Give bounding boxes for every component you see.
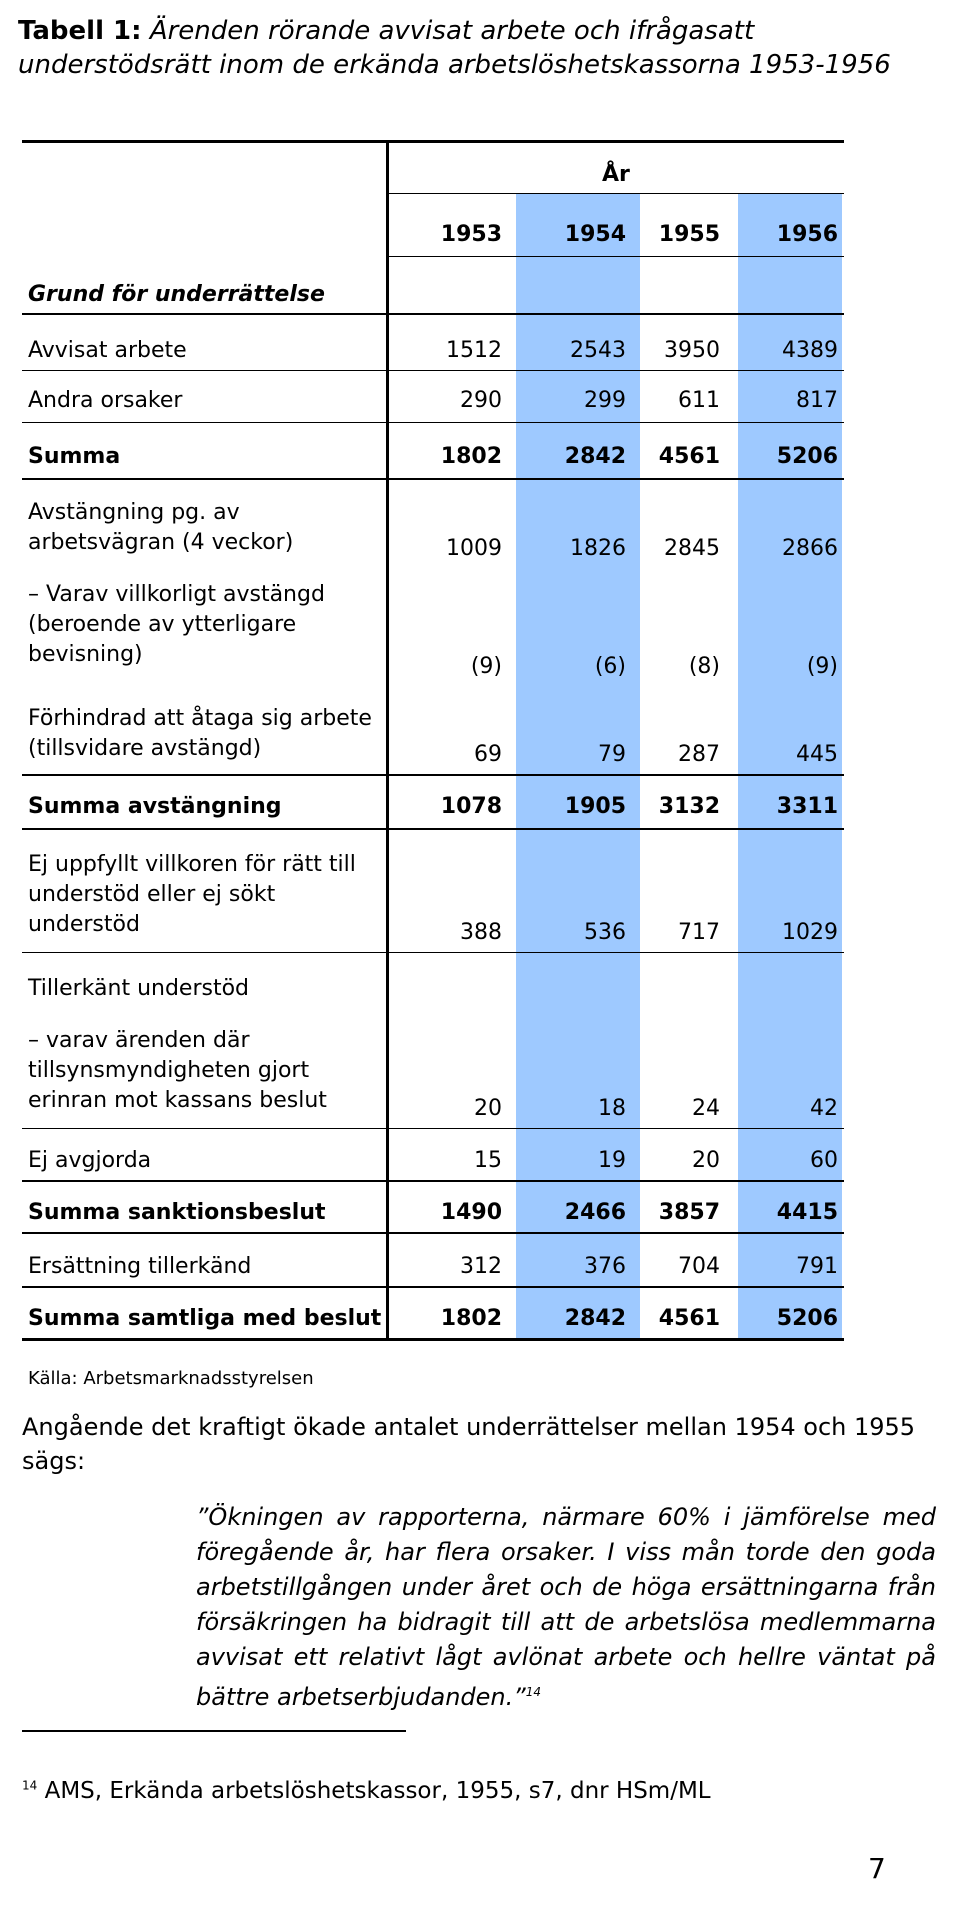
table-cell: 290 <box>460 388 502 413</box>
footnote-text: AMS, Erkända arbetslöshetskassor, 1955, s7, dnr HSm/ML <box>44 1778 711 1804</box>
table-cell: 18 <box>598 1096 626 1121</box>
row-rule <box>22 370 844 371</box>
row-rule <box>22 828 844 830</box>
table-cell: 24 <box>692 1096 720 1121</box>
table-cell: 299 <box>584 388 626 413</box>
row-rule <box>22 422 844 423</box>
footnote <box>22 1778 711 1804</box>
quote-text: ”Ökningen av rapporterna, närmare 60% i jämförelse med föregående år, har flera orsaker. I viss mån torde den goda arbetstillgången under året och de höga ersättningarna från försäkringen ha bidragit till att de arbetslösa medlemmarna avvisat ett relativt lågt avlönat arbete och hellre väntat på bättre arbetserbjudanden.” <box>196 1503 936 1711</box>
table-cell: 445 <box>796 742 838 767</box>
table-cell: 1905 <box>564 794 626 819</box>
header-bottom-rule <box>389 256 844 257</box>
table-cell: (6) <box>594 654 626 679</box>
year-1956: 1956 <box>776 222 838 247</box>
row-label: Summa samtliga med beslut <box>28 1306 382 1331</box>
table-cell: 2842 <box>564 1306 626 1331</box>
year-1954: 1954 <box>564 222 626 247</box>
caption-label: Tabell 1: <box>18 16 142 46</box>
row-rule <box>22 1232 844 1234</box>
table-cell: 5206 <box>776 444 838 469</box>
row-label: Summa <box>28 444 121 469</box>
table-cell: 20 <box>474 1096 502 1121</box>
table-cell: 3950 <box>664 338 720 363</box>
table-cell: 4561 <box>658 1306 720 1331</box>
row-rule <box>22 952 844 953</box>
table-cell: 3311 <box>776 794 838 819</box>
section-rule <box>22 313 844 315</box>
footnote-reference: 14 <box>525 1685 541 1699</box>
table-cell: 2845 <box>664 536 720 561</box>
table-bottom-rule <box>22 1338 844 1341</box>
table-cell: 817 <box>796 388 838 413</box>
table-cell: 1802 <box>440 444 502 469</box>
row-label: Avstängning pg. av arbetsvägran (4 veckor) <box>28 500 294 555</box>
table-cell: 1802 <box>440 1306 502 1331</box>
table-cell: 376 <box>584 1254 626 1279</box>
page-number: 7 <box>868 1852 886 1885</box>
table-cell: 2842 <box>564 444 626 469</box>
row-label: Summa avstängning <box>28 794 282 819</box>
table-cell: 704 <box>678 1254 720 1279</box>
table-cell: 69 <box>474 742 502 767</box>
year-header-rule <box>389 193 844 194</box>
table-cell: 1029 <box>782 920 838 945</box>
row-label: Ej uppfyllt villkoren för rätt till understöd eller ej sökt understöd <box>28 852 356 937</box>
row-rule <box>22 774 844 776</box>
table-cell: 2543 <box>570 338 626 363</box>
table-cell: 60 <box>810 1148 838 1173</box>
row-rule <box>22 478 844 480</box>
block-quote <box>196 1500 936 1715</box>
table-top-rule <box>22 140 844 143</box>
row-rule <box>22 1180 844 1182</box>
table-cell: 3132 <box>658 794 720 819</box>
table-cell: 19 <box>598 1148 626 1173</box>
body-paragraph: Angående det kraftigt ökade antalet underrättelser mellan 1954 och 1955 sägs: <box>22 1413 916 1475</box>
row-label: Andra orsaker <box>28 388 183 413</box>
table-cell: 717 <box>678 920 720 945</box>
table-cell: 4389 <box>782 338 838 363</box>
table-cell: 1490 <box>440 1200 502 1225</box>
header-group-label: År <box>602 162 630 187</box>
year-1953: 1953 <box>440 222 502 247</box>
table-cell: 536 <box>584 920 626 945</box>
table-cell: 4415 <box>776 1200 838 1225</box>
table-cell: 5206 <box>776 1306 838 1331</box>
table-cell: 42 <box>810 1096 838 1121</box>
table-cell: 287 <box>678 742 720 767</box>
table-cell: (9) <box>470 654 502 679</box>
table-cell: 1009 <box>446 536 502 561</box>
table-source: Källa: Arbetsmarknadsstyrelsen <box>28 1368 314 1389</box>
row-rule <box>22 1286 844 1288</box>
row-label: – varav ärenden där tillsynsmyndigheten gjort erinran mot kassans beslut <box>28 1028 327 1113</box>
table-cell: 1078 <box>440 794 502 819</box>
table-cell: (9) <box>806 654 838 679</box>
table-cell: 388 <box>460 920 502 945</box>
caption-text: Ärenden rörande avvisat arbete och ifrågasatt understödsrätt inom de erkända arbetslöshetskassorna 1953-1956 <box>18 16 891 80</box>
table-cell: 79 <box>598 742 626 767</box>
row-label: Tillerkänt understöd <box>28 976 250 1001</box>
footnote-number: 14 <box>22 1778 38 1793</box>
row-rule <box>22 1128 844 1129</box>
table-cell: 20 <box>692 1148 720 1173</box>
table-cell: 2466 <box>564 1200 626 1225</box>
table-cell: 3857 <box>658 1200 720 1225</box>
table-cell: 4561 <box>658 444 720 469</box>
table-cell: 2866 <box>782 536 838 561</box>
table-cell: 312 <box>460 1254 502 1279</box>
table-cell: 15 <box>474 1148 502 1173</box>
row-label: Förhindrad att åtaga sig arbete (tillsvidare avstängd) <box>28 706 372 761</box>
row-label: – Varav villkorligt avstängd (beroende av ytterligare bevisning) <box>28 582 325 667</box>
table-cell: 1826 <box>570 536 626 561</box>
table-cell: 611 <box>678 388 720 413</box>
year-1955: 1955 <box>658 222 720 247</box>
row-label: Ej avgjorda <box>28 1148 152 1173</box>
table-cell: (8) <box>688 654 720 679</box>
table-cell: 1512 <box>446 338 502 363</box>
row-label: Ersättning tillerkänd <box>28 1254 252 1279</box>
table-cell: 791 <box>796 1254 838 1279</box>
row-label: Avvisat arbete <box>28 338 187 363</box>
footnote-separator <box>22 1730 406 1732</box>
row-label: Summa sanktionsbeslut <box>28 1200 326 1225</box>
section-title: Grund för underrättelse <box>28 282 325 307</box>
